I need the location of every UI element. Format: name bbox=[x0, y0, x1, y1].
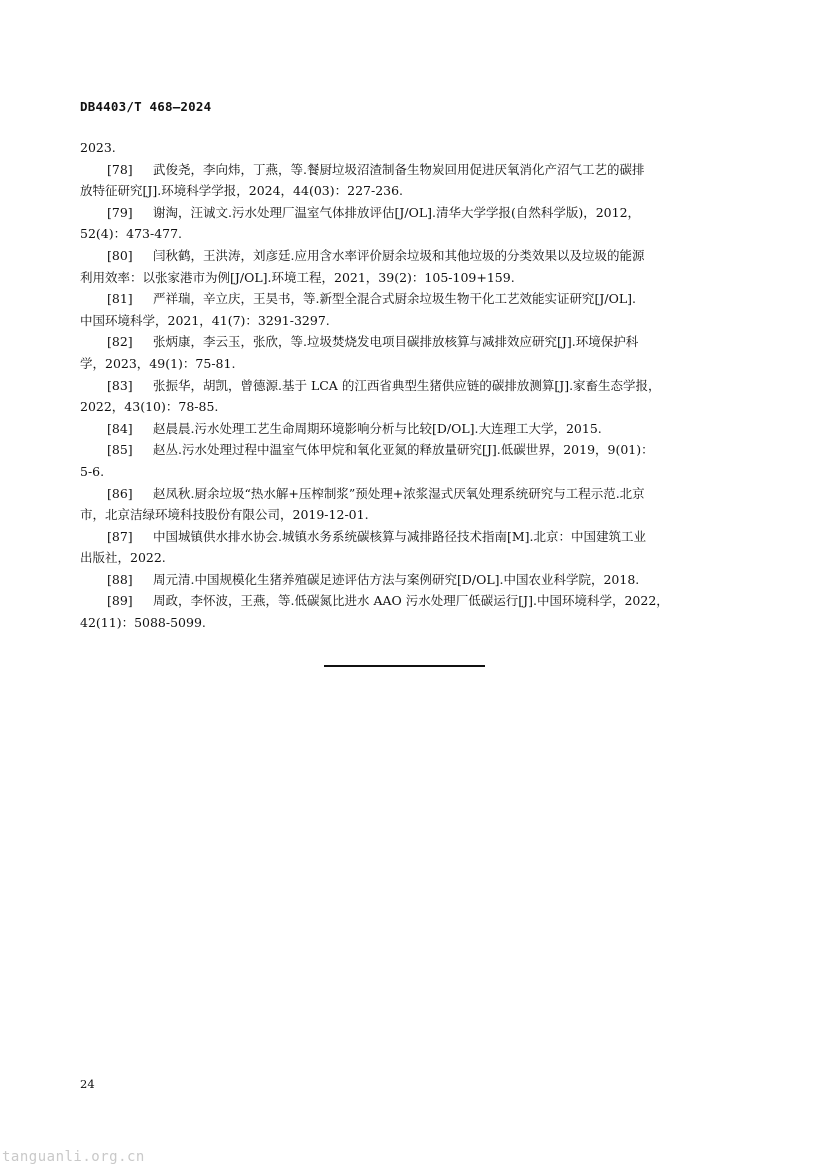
reference-entry bbox=[80, 526, 732, 569]
reference-line bbox=[80, 439, 732, 461]
reference-text: 周政，李怀波，王燕，等.低碳氮比进水 AAO 污水处理厂低碳运行[J].中国环境科学，2022， bbox=[153, 593, 669, 609]
reference-text: 周元清.中国规模化生猪养殖碳足迹评估方法与案例研究[D/OL].中国农业科学院，2018. bbox=[153, 571, 640, 587]
reference-number: [89] bbox=[107, 593, 133, 609]
reference-line bbox=[80, 461, 732, 483]
reference-line bbox=[80, 353, 732, 375]
reference-text: 2023. bbox=[80, 140, 116, 155]
reference-text: 张炳康，李云玉，张欣，等.垃圾焚烧发电项目碳排放核算与减排效应研究[J].环境保护科 bbox=[153, 334, 639, 350]
reference-text: 出版社，2022. bbox=[80, 550, 166, 566]
reference-entry bbox=[80, 439, 732, 482]
reference-line bbox=[80, 375, 732, 397]
reference-line bbox=[80, 418, 732, 440]
reference-line bbox=[80, 396, 732, 418]
reference-entry bbox=[80, 483, 732, 526]
reference-line bbox=[80, 526, 732, 548]
reference-number: [82] bbox=[107, 334, 133, 350]
reference-text: 52(4)：473-477. bbox=[80, 226, 183, 242]
reference-text: 利用效率：以张家港市为例[J/OL].环境工程，2021，39(2)：105-109+159. bbox=[80, 269, 515, 285]
reference-text: 赵丛.污水处理过程中温室气体甲烷和氧化亚氮的释放量研究[J].低碳世界，2019，9(01)： bbox=[153, 442, 654, 458]
reference-entry bbox=[80, 245, 732, 288]
reference-entry bbox=[80, 418, 732, 440]
reference-line bbox=[80, 202, 732, 224]
watermark-text: tanguanli.org.cn bbox=[2, 1149, 145, 1165]
reference-text: 市，北京洁绿环境科技股份有限公司，2019-12-01. bbox=[80, 507, 369, 523]
reference-text: 放特征研究[J].环境科学学报，2024，44(03)：227-236. bbox=[80, 183, 404, 199]
reference-number: [87] bbox=[107, 528, 133, 544]
reference-line bbox=[80, 331, 732, 353]
reference-text: 武俊尧，李向炜，丁燕，等.餐厨垃圾沼渣制备生物炭回用促进厌氧消化产沼气工艺的碳排 bbox=[153, 161, 645, 177]
reference-number: [88] bbox=[107, 571, 133, 587]
reference-number: [85] bbox=[107, 442, 133, 458]
reference-text: 5-6. bbox=[80, 463, 105, 479]
reference-line bbox=[80, 245, 732, 267]
reference-entry bbox=[80, 137, 732, 159]
reference-text: 中国城镇供水排水协会.城镇水务系统碳核算与减排路径技术指南[M].北京：中国建筑工业 bbox=[153, 528, 647, 544]
reference-entry bbox=[80, 202, 732, 245]
reference-number: [79] bbox=[107, 204, 133, 220]
reference-line bbox=[80, 547, 732, 569]
reference-list bbox=[80, 137, 732, 634]
reference-line bbox=[80, 137, 732, 159]
reference-text: 学，2023，49(1)：75-81. bbox=[80, 355, 236, 371]
reference-number: [84] bbox=[107, 420, 133, 436]
page-number: 24 bbox=[80, 1077, 95, 1091]
reference-text: 张振华，胡凯，曾德源.基于 LCA 的江西省典型生猪供应链的碳排放测算[J].家畜生态学报， bbox=[153, 377, 661, 393]
reference-line bbox=[80, 504, 732, 526]
reference-number: [86] bbox=[107, 485, 133, 501]
reference-line bbox=[80, 310, 732, 332]
reference-line bbox=[80, 180, 732, 202]
reference-line bbox=[80, 159, 732, 181]
reference-text: 赵凤秋.厨余垃圾“热水解+压榨制浆”预处理+浓浆湿式厌氧处理系统研究与工程示范.北京 bbox=[153, 485, 645, 501]
reference-text: 中国环境科学，2021，41(7)：3291-3297. bbox=[80, 312, 330, 328]
page-header-standard-code: DB4403/T 468—2024 bbox=[80, 99, 212, 114]
reference-line bbox=[80, 223, 732, 245]
reference-entry bbox=[80, 288, 732, 331]
reference-text: 闫秋鹤，王洪涛，刘彦廷.应用含水率评价厨余垃圾和其他垃圾的分类效果以及垃圾的能源 bbox=[153, 247, 645, 263]
reference-number: [81] bbox=[107, 291, 133, 307]
reference-text: 2022，43(10)：78-85. bbox=[80, 399, 219, 415]
reference-text: 42(11)：5088-5099. bbox=[80, 615, 206, 631]
reference-line bbox=[80, 590, 732, 612]
reference-line bbox=[80, 569, 732, 591]
reference-number: [83] bbox=[107, 377, 133, 393]
reference-line bbox=[80, 483, 732, 505]
reference-entry bbox=[80, 590, 732, 633]
reference-line bbox=[80, 288, 732, 310]
reference-entry bbox=[80, 569, 732, 591]
reference-text: 严祥瑞，辛立庆，王昊书，等.新型全混合式厨余垃圾生物干化工艺效能实证研究[J/OL]. bbox=[153, 291, 636, 307]
reference-entry bbox=[80, 375, 732, 418]
reference-line bbox=[80, 612, 732, 634]
reference-text: 谢淘，汪诚文.污水处理厂温室气体排放评估[J/OL].清华大学学报(自然科学版)，2012， bbox=[153, 204, 641, 220]
reference-number: [80] bbox=[107, 247, 133, 263]
reference-entry bbox=[80, 331, 732, 374]
reference-entry bbox=[80, 159, 732, 202]
end-of-document-rule bbox=[324, 665, 485, 667]
reference-line bbox=[80, 267, 732, 289]
reference-text: 赵晨晨.污水处理工艺生命周期环境影响分析与比较[D/OL].大连理工大学，2015. bbox=[153, 420, 602, 436]
reference-number: [78] bbox=[107, 161, 133, 177]
